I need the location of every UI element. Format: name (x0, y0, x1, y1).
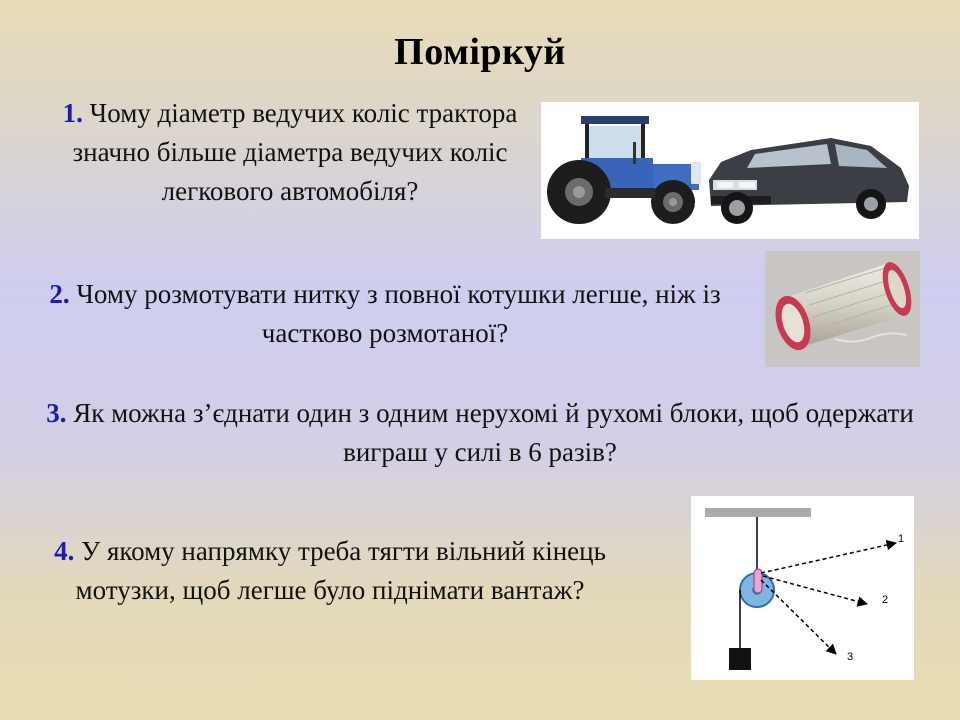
question-3-text: Як можна з’єднати один з одним нерухомі й рухомі блоки, щоб одержати виграш у силі в 6 разів? (73, 398, 914, 467)
question-3-number: 3. (46, 398, 67, 428)
spool-illustration (769, 259, 917, 355)
question-1 (60, 94, 520, 211)
pull-direction-2 (763, 576, 867, 604)
pulley-diagram (691, 496, 914, 680)
question-1-number: 1. (62, 98, 83, 128)
tractor-illustration (547, 116, 701, 224)
question-4 (20, 532, 640, 610)
question-3 (20, 394, 940, 472)
question-2-text: Чому розмотувати нитку з повної котушки легше, ніж із частково розмотаної? (76, 279, 721, 348)
question-2 (40, 275, 730, 353)
tractor-and-car-image (541, 102, 919, 239)
pull-direction-3 (761, 580, 836, 654)
thread-spool-image (765, 251, 920, 367)
ceiling-beam (705, 508, 811, 517)
question-1-text: Чому діаметр ведучих коліс трактора значно більше діаметра ведучих коліс легкового автомобіля? (72, 98, 518, 206)
question-2-number: 2. (49, 279, 70, 309)
question-4-text: У якому напрямку треба тягти вільний кінець мотузки, щоб легше було піднімати вантаж? (75, 536, 606, 605)
car-illustration (709, 138, 909, 224)
direction-label-1: 1 (898, 533, 905, 545)
slide-title: Поміркуй (394, 31, 566, 73)
load-weight (729, 648, 751, 670)
question-4-number: 4. (54, 536, 75, 566)
direction-label-2: 2 (882, 594, 889, 606)
pull-direction-1 (761, 543, 896, 573)
direction-label-3: 3 (847, 651, 854, 663)
